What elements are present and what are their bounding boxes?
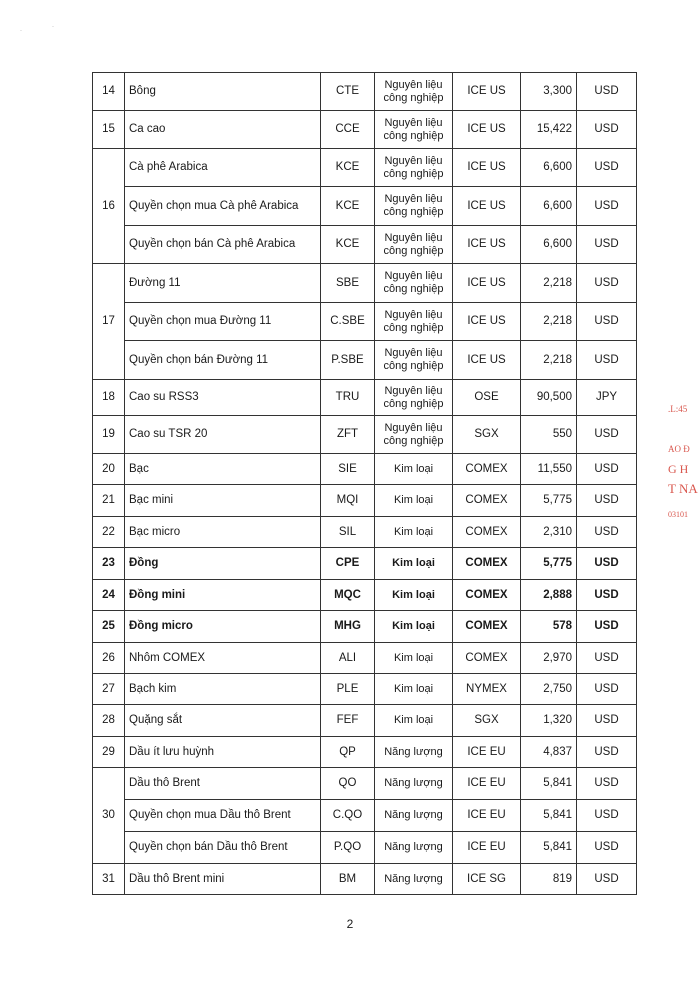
product-name-cell: Bạch kim [125,674,321,705]
exchange-cell: OSE [453,380,521,416]
product-group-line: Nguyên liệu [384,384,443,397]
product-group-cell [375,303,453,341]
margin-value-cell: 2,970 [521,643,577,674]
product-name-cell: Bạc [125,454,321,485]
product-group-line: Năng lượng [384,841,443,853]
product-name-cell: Dầu thô Brent [125,768,321,800]
margin-value-cell: 5,841 [521,800,577,832]
table-row [93,643,637,674]
currency-cell: USD [577,111,637,149]
margin-value-cell: 5,775 [521,548,577,580]
row-number-cell: 20 [93,454,125,485]
red-seal-stamp [664,392,700,532]
product-group-line: công nghiệp [383,360,444,372]
row-number-cell: 15 [93,111,125,149]
table-row [93,380,637,416]
row-number-cell: 22 [93,517,125,548]
product-name-cell: Bạc mini [125,485,321,517]
product-code-cell: P.SBE [321,341,375,380]
exchange-cell: ICE US [453,149,521,187]
product-group-cell [375,341,453,380]
margin-value-cell: 5,841 [521,768,577,800]
currency-cell: USD [577,341,637,380]
exchange-cell: ICE EU [453,800,521,832]
product-group-cell [375,111,453,149]
product-code-cell: MQI [321,485,375,517]
exchange-cell: SGX [453,705,521,737]
table-row [93,832,637,864]
page-number: 2 [346,917,354,931]
table-row [93,611,637,643]
product-code-cell: CCE [321,111,375,149]
product-code-cell: ALI [321,643,375,674]
table-row [93,485,637,517]
product-name-cell: Bạc micro [125,517,321,548]
exchange-cell: ICE US [453,264,521,303]
product-code-cell: QP [321,737,375,768]
margin-value-cell: 11,550 [521,454,577,485]
row-number-cell: 26 [93,643,125,674]
exchange-cell: COMEX [453,517,521,548]
exchange-cell: COMEX [453,548,521,580]
row-number-cell: 17 [93,264,125,380]
margin-value-cell: 819 [521,864,577,895]
currency-cell: USD [577,454,637,485]
product-group-cell [375,580,453,611]
exchange-cell: ICE US [453,341,521,380]
product-code-cell: TRU [321,380,375,416]
product-name-cell: Dầu thô Brent mini [125,864,321,895]
product-group-cell [375,226,453,264]
exchange-cell: ICE EU [453,768,521,800]
product-code-cell: SBE [321,264,375,303]
exchange-cell: ICE US [453,303,521,341]
row-number-cell: 27 [93,674,125,705]
product-group-line: Năng lượng [384,777,443,789]
product-name-cell: Ca cao [125,111,321,149]
margin-value-cell: 6,600 [521,149,577,187]
margin-value-cell: 1,320 [521,705,577,737]
product-name-cell: Đường 11 [125,264,321,303]
row-number-cell: 30 [93,768,125,864]
currency-cell: USD [577,485,637,517]
product-code-cell: KCE [321,149,375,187]
product-group-line: công nghiệp [383,283,444,295]
product-group-cell [375,454,453,485]
product-group-line: công nghiệp [383,129,444,142]
exchange-cell: COMEX [453,485,521,517]
currency-cell: USD [577,548,637,580]
row-number-cell: 24 [93,580,125,611]
table-row [93,705,637,737]
product-name-cell: Quặng sắt [125,705,321,737]
exchange-cell: ICE US [453,73,521,111]
table-row [93,111,637,149]
product-group-line: Nguyên liệu [384,347,443,359]
scan-dot: · [20,28,22,34]
exchange-cell: ICE US [453,226,521,264]
product-group-cell [375,548,453,580]
product-code-cell: KCE [321,226,375,264]
product-code-cell: MQC [321,580,375,611]
currency-cell: USD [577,149,637,187]
margin-value-cell: 6,600 [521,187,577,226]
margin-value-cell: 578 [521,611,577,643]
margin-value-cell: 5,841 [521,832,577,864]
product-code-cell: FEF [321,705,375,737]
table-row [93,580,637,611]
row-number-cell: 19 [93,416,125,454]
stamp-line: 03101 [668,510,688,519]
row-number-cell: 25 [93,611,125,643]
margin-value-cell: 2,218 [521,341,577,380]
product-group-line: Kim loại [393,682,434,695]
margin-value-cell: 550 [521,416,577,454]
table-row [93,517,637,548]
product-name-cell: Quyền chọn bán Đường 11 [125,341,321,380]
table-row [93,341,637,380]
margin-value-cell: 4,837 [521,737,577,768]
product-name-cell: Cao su TSR 20 [125,416,321,454]
product-group-line: Kim loại [393,651,434,664]
margin-value-cell: 2,218 [521,303,577,341]
currency-cell: USD [577,303,637,341]
product-group-line: công nghiệp [383,206,444,218]
product-group-line: Kim loại [392,620,435,632]
product-code-cell: SIL [321,517,375,548]
table-row [93,73,637,111]
product-group-line: công nghiệp [383,397,444,410]
product-group-cell [375,674,453,705]
exchange-cell: COMEX [453,611,521,643]
exchange-cell: COMEX [453,643,521,674]
product-group-cell [375,380,453,416]
currency-cell: USD [577,705,637,737]
product-name-cell: Bông [125,73,321,111]
product-group-line: Năng lượng [384,872,443,885]
row-number-cell: 21 [93,485,125,517]
stamp-line: T NA [668,481,698,496]
margin-value-cell: 5,775 [521,485,577,517]
stamp-line: AO Đ [668,444,690,454]
table-row [93,187,637,226]
stamp-line: .L:45 [668,404,688,414]
exchange-cell: SGX [453,416,521,454]
product-group-line: Nguyên liệu [384,154,443,167]
product-group-cell [375,768,453,800]
table-row [93,454,637,485]
product-group-line: Kim loại [393,462,434,475]
product-group-line: Kim loại [393,494,434,506]
currency-cell: USD [577,737,637,768]
scan-dot: · [52,24,54,30]
product-group-line: Năng lượng [384,745,443,758]
margin-value-cell: 2,310 [521,517,577,548]
exchange-cell: ICE EU [453,832,521,864]
exchange-cell: ICE US [453,111,521,149]
product-name-cell: Nhôm COMEX [125,643,321,674]
product-name-cell: Quyền chọn bán Dầu thô Brent [125,832,321,864]
product-code-cell: KCE [321,187,375,226]
product-group-line: công nghiệp [383,91,444,104]
product-name-cell: Đồng micro [125,611,321,643]
product-group-line: Nguyên liệu [384,78,443,91]
stamp-line: G H [668,462,689,476]
product-name-cell: Quyền chọn mua Đường 11 [125,303,321,341]
product-code-cell: CTE [321,73,375,111]
product-group-line: Nguyên liệu [384,193,443,205]
product-group-line: công nghiệp [383,321,444,334]
table-row [93,674,637,705]
margin-value-cell: 15,422 [521,111,577,149]
currency-cell: USD [577,580,637,611]
table-row [93,303,637,341]
table-row [93,264,637,303]
product-group-line: Nguyên liệu [384,231,443,244]
product-group-cell [375,737,453,768]
product-name-cell: Đồng [125,548,321,580]
currency-cell: JPY [577,380,637,416]
currency-cell: USD [577,832,637,864]
table-row [93,768,637,800]
row-number-cell: 28 [93,705,125,737]
product-group-line: Nguyên liệu [384,421,443,434]
product-group-line: công nghiệp [383,434,444,447]
currency-cell: USD [577,226,637,264]
product-group-line: công nghiệp [383,244,444,257]
product-name-cell: Dầu ít lưu huỳnh [125,737,321,768]
table-row [93,149,637,187]
product-group-cell [375,643,453,674]
product-group-cell [375,264,453,303]
product-code-cell: SIE [321,454,375,485]
row-number-cell: 18 [93,380,125,416]
product-group-cell [375,864,453,895]
product-group-line: công nghiệp [383,167,444,180]
row-number-cell: 16 [93,149,125,264]
product-group-cell [375,800,453,832]
margin-requirement-table [92,72,637,895]
product-group-line: Kim loại [393,525,434,538]
product-name-cell: Quyền chọn mua Cà phê Arabica [125,187,321,226]
product-group-line: Kim loại [393,714,434,726]
row-number-cell: 14 [93,73,125,111]
currency-cell: USD [577,416,637,454]
exchange-cell: COMEX [453,454,521,485]
product-group-line: Nguyên liệu [384,308,443,321]
exchange-cell: ICE SG [453,864,521,895]
product-name-cell: Quyền chọn mua Dầu thô Brent [125,800,321,832]
margin-value-cell: 2,218 [521,264,577,303]
product-code-cell: C.SBE [321,303,375,341]
margin-value-cell: 90,500 [521,380,577,416]
product-name-cell: Cao su RSS3 [125,380,321,416]
row-number-cell: 29 [93,737,125,768]
product-group-cell [375,187,453,226]
product-group-cell [375,705,453,737]
margin-value-cell: 2,888 [521,580,577,611]
product-code-cell: C.QO [321,800,375,832]
product-group-line: Nguyên liệu [384,116,443,129]
product-group-cell [375,611,453,643]
product-code-cell: MHG [321,611,375,643]
row-number-cell: 31 [93,864,125,895]
product-group-cell [375,485,453,517]
product-group-line: Kim loại [392,557,435,569]
table-row [93,864,637,895]
row-number-cell: 23 [93,548,125,580]
product-code-cell: ZFT [321,416,375,454]
product-group-cell [375,149,453,187]
product-group-line: Nguyên liệu [384,270,443,282]
product-group-cell [375,73,453,111]
currency-cell: USD [577,73,637,111]
exchange-cell: ICE EU [453,737,521,768]
exchange-cell: COMEX [453,580,521,611]
currency-cell: USD [577,517,637,548]
currency-cell: USD [577,674,637,705]
currency-cell: USD [577,264,637,303]
currency-cell: USD [577,187,637,226]
product-group-line: Kim loại [392,588,435,601]
product-group-cell [375,832,453,864]
margin-value-cell: 2,750 [521,674,577,705]
product-code-cell: QO [321,768,375,800]
currency-cell: USD [577,768,637,800]
product-code-cell: P.QO [321,832,375,864]
margin-value-cell: 3,300 [521,73,577,111]
currency-cell: USD [577,611,637,643]
currency-cell: USD [577,643,637,674]
product-name-cell: Đồng mini [125,580,321,611]
product-name-cell: Cà phê Arabica [125,149,321,187]
product-code-cell: PLE [321,674,375,705]
product-group-cell [375,517,453,548]
currency-cell: USD [577,800,637,832]
table-row [93,800,637,832]
product-code-cell: BM [321,864,375,895]
product-group-cell [375,416,453,454]
exchange-cell: NYMEX [453,674,521,705]
margin-value-cell: 6,600 [521,226,577,264]
table-row [93,548,637,580]
table-row [93,737,637,768]
product-group-line: Năng lượng [384,809,443,821]
table-row [93,226,637,264]
table-row [93,416,637,454]
exchange-cell: ICE US [453,187,521,226]
product-code-cell: CPE [321,548,375,580]
product-name-cell: Quyền chọn bán Cà phê Arabica [125,226,321,264]
currency-cell: USD [577,864,637,895]
